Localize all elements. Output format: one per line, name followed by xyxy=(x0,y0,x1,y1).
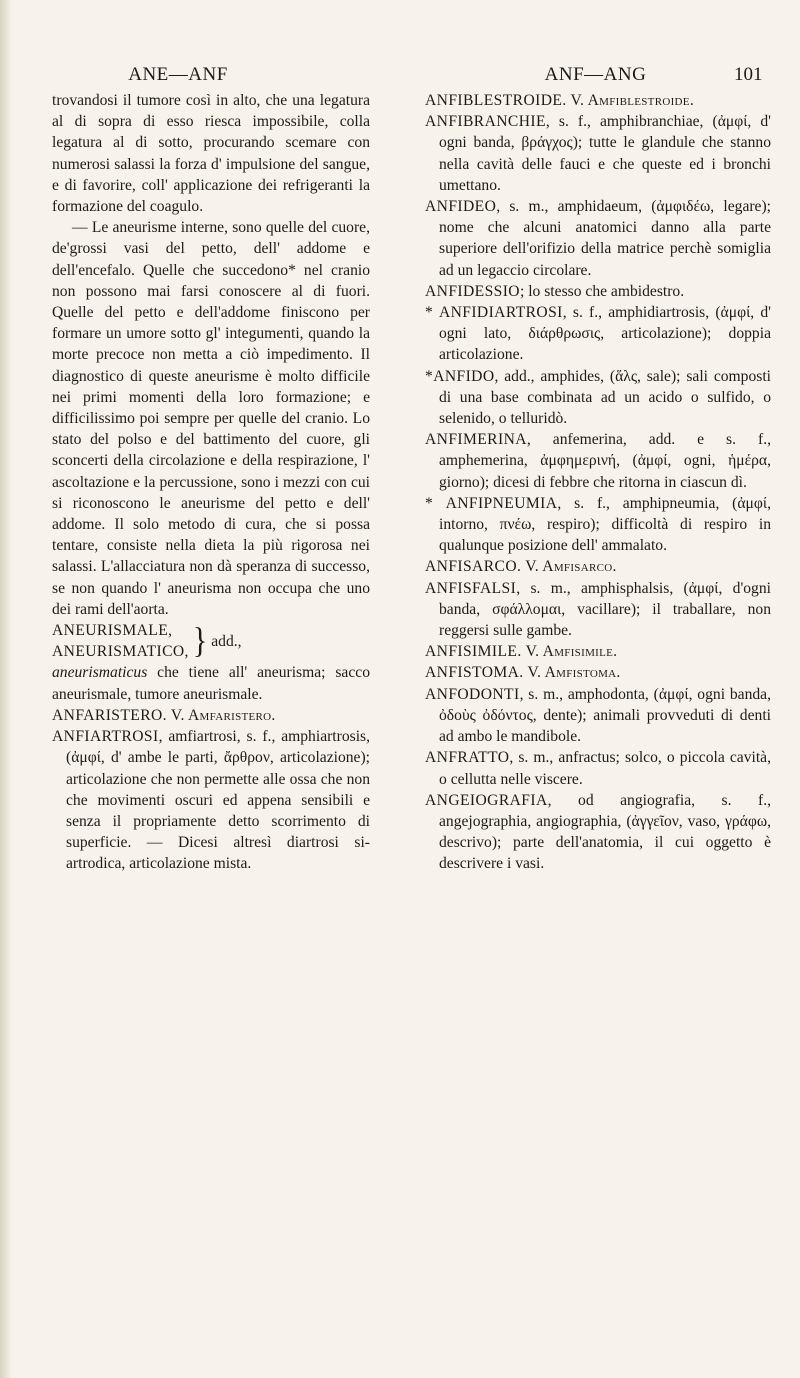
cross-reference: V. Amfaristero. xyxy=(170,706,276,724)
entry-anfidiartrosi xyxy=(425,302,771,366)
cross-reference: V. Amfisimile. xyxy=(525,643,618,661)
entry-anfidessio xyxy=(425,281,771,302)
running-head-left: ANE—ANF xyxy=(128,64,228,85)
headword-aneurismatico: ANEURISMATICO, xyxy=(52,643,189,661)
entry-anfratto xyxy=(425,747,771,789)
entry-aneurismale-body xyxy=(52,662,370,704)
headword-aneurismale: ANEURISMALE, xyxy=(52,622,173,640)
left-column xyxy=(52,90,370,875)
headword: ANFISIMILE. xyxy=(425,643,522,661)
entry-text: , s. m., amphisphalsis, (ἀμφί, d'ogni banda, σφάλλομαι, vacillare); il traballare, non reggersi sulle gambe. xyxy=(439,579,771,640)
entry-text: , od angiografia, s. f., angejographia, angiographia, (ἀγγεῖον, vaso, γράφω, descrivo); parte dell'anatomia, il cui oggetto è descrivere i vasi. xyxy=(439,791,771,873)
headword: ANFIBRANCHIE xyxy=(425,113,546,131)
entry-anfisarco xyxy=(425,556,771,577)
paragraph-treatment: trovandosi il tumore così in alto, che una legatura al di sopra di esso riesca impossibile, colla legatura al di sotto, procurando scemare con numerosi salassi la forza d' impulsione del sangue, e di favorire, coll' applicazione dei refrigeranti la formazione del coagulo. xyxy=(52,92,370,216)
entry-pos: add., xyxy=(211,632,242,650)
headword: ANFIMERINA xyxy=(425,431,527,449)
entry-anfiblestroide xyxy=(425,90,771,111)
entry-anfido xyxy=(425,366,771,430)
headword: * ANFIDIARTROSI xyxy=(425,304,563,322)
entry-text: , s. f., amphipneumia, (ἀμφί, intorno, πνέω, respiro); difficoltà di respiro in qualunque posizione dell' ammalato. xyxy=(439,494,771,555)
entry-anfibranchie xyxy=(425,111,771,196)
entry-text: , add., amphides, (ἅλς, sale); sali composti di una base combinata ad un acido o sulfido, o selenido, o telluridò. xyxy=(439,367,771,428)
headword: *ANFIDO xyxy=(425,367,495,385)
entry-text: , s. m., anfractus; solco, o piccola cavità, o cellutta nelle viscere. xyxy=(439,749,771,788)
headword: ANFIDEO xyxy=(425,198,497,216)
cross-reference: V. Amfistoma. xyxy=(527,664,621,682)
headword: ANFARISTERO. xyxy=(52,706,167,724)
headword: ANFISARCO. xyxy=(425,558,522,576)
headword: ANGEIOGRAFIA xyxy=(425,791,548,809)
entry-anfistoma xyxy=(425,662,771,683)
entry-text: , amfiartrosi, s. f., amphiartrosis, (ἀμφί, d' ambe le parti, ἄρθρον, articolazione); articolazione che non permette alle ossa che non che movimenti oscuri ed appena sensibili e senza il propriamente detto scorrimento di superficie. — Dicesi altresì diartrosi si-artrodica, articolazione mista. xyxy=(66,728,370,873)
entry-text: , s. f., amphidiartrosis, (ἀμφί, d' ogni lato, διάρθρωσις, articolazione); doppia articolazione. xyxy=(439,304,771,364)
paragraph-internal-aneurysms: — Le aneurisme interne, sono quelle del cuore, de'grossi vasi del petto, dell' addome e dell'encefalo. Quelle che succedono* nel cranio non possono mai farsi conoscere al di fuori. Quelle del petto e dell'addome finiscono per formare un umore sotto gl' integumenti, quando la morte precoce non metta a ciò impedimento. Il diagnostico di queste aneurisme è molto difficile nei primi momenti della loro formazione; e difficilissimo poi sempre per quelle del cranio. Lo stato del polso e del battimento del cuore, gli sconcerti della circolazione e della respirazione, l' ascoltazione e la percussione, sono i mezzi con cui si riconoscono le aneurisme del petto e dell' addome. Il solo metodo di cura, che si possa tentare, consiste nella dieta la più rigorosa nei salassi. L'allacciatura non dà speranza di successo, se non quando l' aneurisma non occupa che uno dei rami dell'aorta. xyxy=(52,219,370,618)
entry-text: , s. m., amphodonta, (ἀμφί, ogni banda, ὀδοὺς ὀδόντος, dente); animali provveduti di denti ad ambo le mandibole. xyxy=(439,685,771,746)
entry-anfaristero xyxy=(52,705,370,726)
entry-anfisimile xyxy=(425,641,771,662)
entry-anfideo xyxy=(425,196,771,281)
brace-icon: } xyxy=(192,620,208,661)
headword: ANFISFALSI xyxy=(425,579,517,597)
entry-definition: che tiene all' aneurisma; sacco aneurismale, tumore aneurismale. xyxy=(52,664,370,703)
headword: ANFRATTO xyxy=(425,749,510,767)
entry-text: , s. m., amphidaeum, (ἀμφιδέω, legare); nome che alcuni anatomici danno alla parte superiore dell'orifizio della matrice perchè somiglia ad un legaccio circolare. xyxy=(439,198,771,279)
headword: ANFISTOMA. xyxy=(425,664,524,682)
page-edge-shadow xyxy=(0,0,12,1378)
cross-reference: V. Amfiblestroide. xyxy=(570,92,695,109)
page-number: 101 xyxy=(734,64,763,85)
headword: ANFIBLESTROIDE. xyxy=(425,92,567,109)
entry-angeiografia xyxy=(425,790,771,875)
entry-text: , s. f., amphibranchiae, (ἀμφί, d' ogni banda, βράγχος); tutte le glandule che stanno nella cavità delle fauci e che queste ed i bronchi umettano. xyxy=(439,113,771,194)
entry-anfiartrosi xyxy=(52,726,370,874)
cross-reference: V. Amfisarco. xyxy=(525,558,617,576)
entry-aneurismale xyxy=(52,620,370,662)
headword: ANFODONTI xyxy=(425,685,520,703)
entry-anfisfalsi xyxy=(425,578,771,642)
entry-text: ; lo stesso che ambidestro. xyxy=(519,282,685,300)
headword: ANFIARTROSI xyxy=(52,728,159,746)
running-head-right: ANF—ANG xyxy=(544,64,647,85)
entry-anfimerina xyxy=(425,429,771,493)
headword: ANFIDESSIO xyxy=(425,282,520,300)
entry-anfodonti xyxy=(425,684,771,748)
headword: * ANFIPNEUMIA xyxy=(425,494,558,512)
entry-text: , anfemerina, add. e s. f., amphemerina, ἀμφημερινή, (ἀμφί, ogni, ἡμέρα, giorno); dicesi di febbre che ritorna in ciascun dì. xyxy=(439,431,771,491)
entry-anfipneumia xyxy=(425,493,771,557)
right-column xyxy=(425,90,771,875)
entry-latin: aneurismaticus xyxy=(52,664,148,682)
